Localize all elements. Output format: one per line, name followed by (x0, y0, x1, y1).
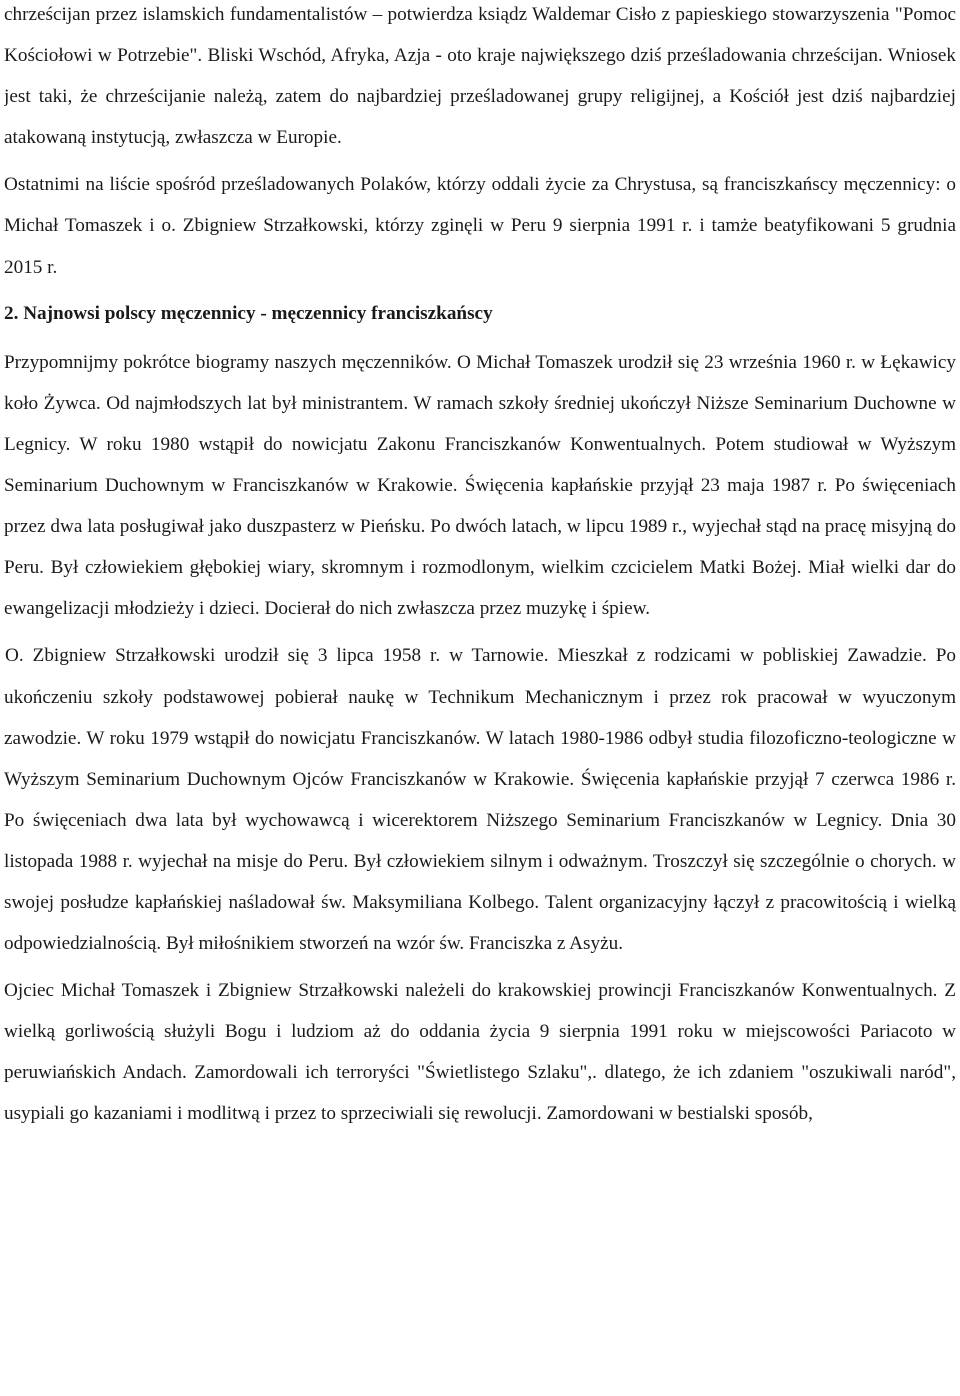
paragraph-persecution-intro: chrześcijan przez islamskich fundamentalistów – potwierdza ksiądz Waldemar Cisło z papieskiego stowarzyszenia "Pomoc Kościołowi w Potrzebie". Bliski Wschód, Afryka, Azja - oto kraje największego dziś prześladowania chrześcijan. Wniosek jest taki, że chrześcijanie należą, zatem do najbardziej prześladowanej grupy religijnej, a Kościół jest dziś najbardziej atakowaną instytucją, zwłaszcza w Europie. (4, 4, 956, 149)
paragraph-michal-tomaszek-bio: Przypomnijmy pokrótce biogramy naszych męczenników. O Michał Tomaszek urodził się 23 września 1960 r. w Łękawicy koło Żywca. Od najmłodszych lat był ministrantem. W ramach szkoły średniej ukończył Niższe Seminarium Duchowne w Legnicy. W roku 1980 wstąpił do nowicjatu Zakonu Franciszkanów Konwentualnych. Potem studiował w Wyższym Seminarium Duchownym w Franciszkanów w Krakowie. Święcenia kapłańskie przyjął 23 maja 1987 r. Po święceniach przez dwa lata posługiwał jako duszpasterz w Pieńsku. Po dwóch latach, w lipcu 1989 r., wyjechał stąd na pracę misyjną do Peru. Był człowiekiem głębokiej wiary, skromnym i rozmodlonym, wielkim czcicielem Matki Bożej. Miał wielki dar do ewangelizacji młodzieży i dzieci. Docierał do nich zwłaszcza przez muzykę i śpiew. (4, 351, 956, 620)
paragraph-polish-martyrs: Ostatnimi na liście spośród prześladowanych Polaków, którzy oddali życie za Chrystusa, są franciszkańscy męczennicy: o Michał Tomaszek i o. Zbigniew Strzałkowski, którzy zginęli w Peru 9 sierpnia 1991 r. i tamże beatyfikowani 5 grudnia 2015 r. (4, 174, 956, 278)
section-heading: 2. Najnowsi polscy męczennicy - męczennicy franciszkańscy (4, 302, 493, 324)
paragraph-zbigniew-strzalkowski-bio: O. Zbigniew Strzałkowski urodził się 3 lipca 1958 r. w Tarnowie. Mieszkał z rodzicami w pobliskiej Zawadzie. Po ukończeniu szkoły podstawowej pobierał naukę w Technikum Mechanicznym i przez rok pracował w wyuczonym zawodzie. W roku 1979 wstąpił do nowicjatu Franciszkanów. W latach 1980-1986 odbył studia filozoficzno-teologiczne w Wyższym Seminarium Duchownym Ojców Franciszkanów w Krakowie. Święcenia kapłańskie przyjął 7 czerwca 1986 r. Po święceniach dwa lata był wychowawcą i wicerektorem Niższego Seminarium Franciszkanów w Legnicy. Dnia 30 listopada 1988 r. wyjechał na misje do Peru. Był człowiekiem silnym i odważnym. Troszczył się szczególnie o chorych. w swojej posłudze kapłańskiej naśladował św. Maksymiliana Kolbego. Talent organizacyjny łączył z pracowitością i wielką odpowiedzialnością. Był miłośnikiem stworzeń na wzór św. Franciszka z Asyżu. (4, 645, 956, 955)
paragraph-martyrdom: Ojciec Michał Tomaszek i Zbigniew Strzałkowski należeli do krakowskiej prowincji Franciszkanów Konwentualnych. Z wielką gorliwością służyli Bogu i ludziom aż do oddania życia 9 sierpnia 1991 roku w miejscowości Pariacoto w peruwiańskich Andach. Zamordowali ich terroryści "Świetlistego Szlaku",. dlatego, że ich zdaniem "oszukiwali naród", usypiali go kazaniami i modlitwą i przez to sprzeciwiali się rewolucji. Zamordowani w bestialski sposób, (4, 980, 956, 1125)
document-page (4, 0, 956, 1396)
